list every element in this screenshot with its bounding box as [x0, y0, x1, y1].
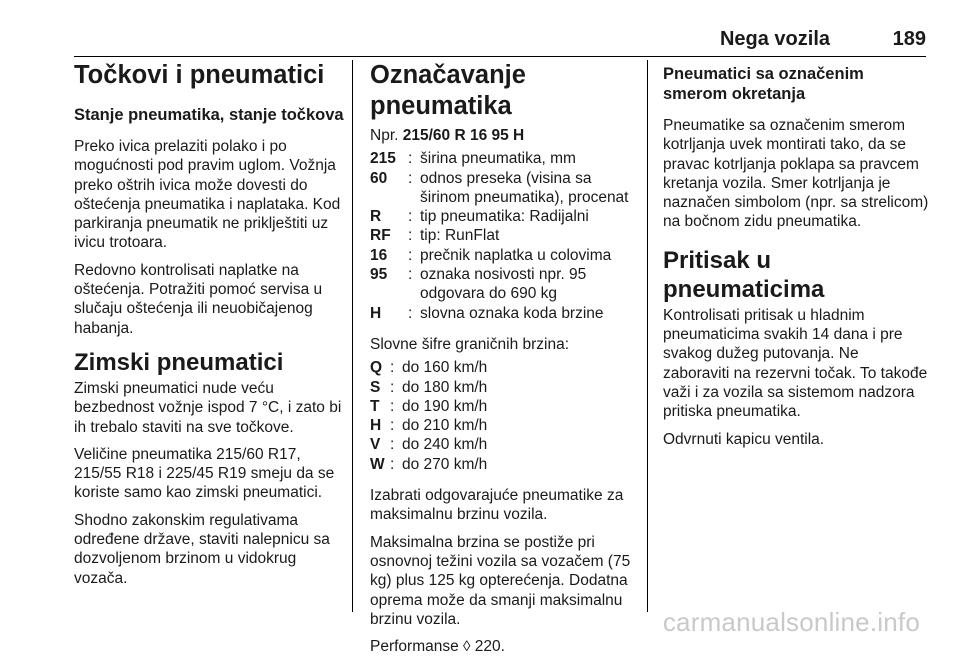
page-reference-icon: ◊: [463, 638, 471, 656]
speed-key: H: [370, 417, 382, 435]
paragraph: Izabrati odgovarajuće pneumatike za maksimalnu brzinu vozila.: [370, 487, 624, 524]
speed-sep: :: [390, 359, 395, 377]
speed-desc: do 210 km/h: [402, 417, 488, 435]
code-sep: :: [408, 246, 413, 264]
speed-code-list: [370, 358, 640, 474]
code-key: 95: [370, 266, 388, 284]
performance-reference: [370, 637, 640, 656]
section-heading: Označavanje pneumatika: [370, 61, 526, 120]
tire-code-example: [370, 126, 640, 145]
speed-sep: :: [390, 417, 395, 435]
code-sep: :: [408, 266, 413, 284]
example-code: 215/60 R 16 95 H: [402, 127, 525, 144]
code-sep: :: [408, 208, 413, 226]
code-desc: slovna oznaka koda brzine: [420, 304, 604, 322]
paragraph: Preko ivica prelaziti polako i po mogućnosti pod pravim uglom. Vožnja preko oštrih ivica može dovesti do oštećenja pneumatika i naplataka. Kod parkiranja pneumatik ne priklještiti uz ivicu trotoara.: [74, 138, 341, 252]
column-right: [663, 60, 929, 457]
code-sep: :: [408, 227, 413, 245]
watermark: carmanualsonline.info: [662, 607, 920, 637]
speed-desc: do 190 km/h: [402, 397, 488, 415]
speed-desc: do 240 km/h: [402, 436, 488, 454]
tire-code-list: [370, 149, 640, 323]
code-desc: širina pneumatika, mm: [420, 150, 576, 168]
paragraph: Odvrnuti kapicu ventila.: [663, 430, 825, 448]
code-key: 16: [370, 246, 388, 264]
speed-sep: :: [390, 397, 395, 415]
speed-desc: do 270 km/h: [402, 455, 488, 473]
code-sep: :: [408, 304, 413, 322]
speed-key: W: [370, 455, 385, 473]
speed-key: S: [370, 378, 381, 396]
speed-sep: :: [390, 378, 395, 396]
perf-page-link[interactable]: 220.: [470, 638, 505, 656]
code-key: R: [370, 208, 382, 226]
subsection-heading: Pneumatici sa označenim smerom okretanja: [663, 65, 864, 103]
code-sep: :: [408, 169, 413, 187]
code-key: 60: [370, 169, 388, 187]
paragraph: Shodno zakonskim regulativama određene države, staviti nalepnicu sa dozvoljenom brzinom u vidokrug vozača.: [74, 511, 330, 587]
column-divider-2: [647, 60, 648, 612]
code-desc: prečnik naplatka u colovima: [420, 246, 612, 264]
section-heading: Točkovi i pneumatici: [74, 61, 325, 89]
speed-key: T: [370, 397, 380, 415]
paragraph: Redovno kontrolisati naplatke na oštećenja. Potražiti pomoć servisa u slučaju oštećenja ili neuobičajenog habanja.: [74, 261, 323, 337]
speed-intro: Slovne šifre graničnih brzina:: [370, 335, 570, 353]
section-heading: Zimski pneumatici: [74, 348, 284, 376]
code-desc: tip pneumatika: Radijalni: [420, 208, 589, 226]
speed-key: Q: [370, 359, 383, 377]
speed-desc: do 160 km/h: [402, 359, 488, 377]
paragraph: Kontrolisati pritisak u hladnim pneumaticima svakih 14 dana i pre svakog dužeg putovanja. Ne zaboraviti na rezervni točak. To takođe važi i za vozila sa sistemom nadzora pritiska pneumatika.: [663, 306, 928, 421]
paragraph: Maksimalna brzina se postiže pri osnovnoj težini vozila sa vozačem (75 kg) plus 125 kg opterećenja. Dodatna oprema može da smanji maksimalnu brzinu vozila.: [370, 533, 631, 628]
column-middle: [370, 60, 640, 664]
speed-key: V: [370, 436, 381, 454]
example-prefix: Npr.: [370, 127, 403, 144]
page-number: 189: [892, 28, 926, 50]
column-left: [74, 60, 344, 596]
speed-sep: :: [390, 455, 395, 473]
code-sep: :: [408, 150, 413, 168]
section-title: Nega vozila: [719, 28, 830, 50]
column-divider-1: [352, 60, 353, 612]
paragraph: Zimski pneumatici nude veću bezbednost vožnje ispod 7 °C, i zato bi ih trebalo staviti na sve točkove.: [74, 379, 342, 436]
header-rule: [74, 56, 926, 57]
code-key: RF: [370, 227, 391, 245]
code-desc: tip: RunFlat: [420, 227, 500, 245]
perf-label: Performanse: [370, 638, 464, 656]
page-header: [74, 28, 926, 58]
code-key: 215: [370, 150, 396, 168]
paragraph: Veličine pneumatika 215/60 R17, 215/55 R18 i 225/45 R19 smeju da se koriste samo kao zimski pneumatici.: [74, 445, 335, 502]
paragraph: Pneumatike sa označenim smerom kotrljanja uvek montirati tako, da se pravac kotrljanja poklapa sa pravcem kretanja vozila. Smer kotrljanja je naznačen simbolom (npr. sa strelicom) na bočnom zidu pneumatika.: [663, 117, 929, 231]
code-desc: oznaka nosivosti npr. 95 odgovara do 690 kg: [420, 266, 587, 303]
subsection-heading: Stanje pneumatika, stanje točkova: [74, 106, 344, 124]
speed-desc: do 180 km/h: [402, 378, 488, 396]
code-key: H: [370, 304, 382, 322]
section-heading: Pritisak u pneumaticima: [663, 246, 825, 303]
speed-sep: :: [390, 436, 395, 454]
code-desc: odnos preseka (visina sa širinom pneumatika), procenat: [420, 169, 629, 206]
